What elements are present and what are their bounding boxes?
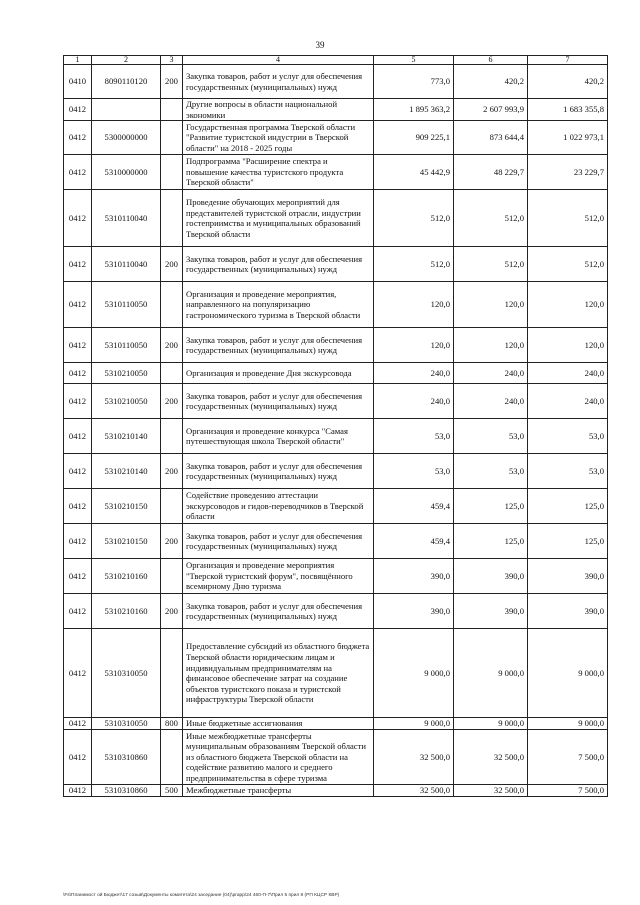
amount-col6-cell: 2 607 993,9 — [454, 99, 528, 121]
description-cell: Организация и проведение Дня экскурсовода — [183, 363, 374, 384]
target-article-cell — [92, 99, 161, 121]
amount-col5-cell: 9 000,0 — [374, 718, 454, 730]
target-article-cell: 5310210140 — [92, 454, 161, 489]
table-row — [64, 363, 608, 384]
description-cell: Государственная программа Тверской области "Развитие туристской индустрии в Тверской области" на 2018 - 2025 годы — [183, 121, 374, 155]
header-col-4: 4 — [183, 56, 374, 65]
column-number-header — [64, 56, 608, 65]
description-cell: Другие вопросы в области национальной экономики — [183, 99, 374, 121]
amount-col5-cell: 32 500,0 — [374, 785, 454, 797]
amount-col6-cell: 125,0 — [454, 524, 528, 559]
target-article-cell: 5310210160 — [92, 559, 161, 594]
amount-col7-cell: 420,2 — [528, 65, 608, 99]
amount-col7-cell: 7 500,0 — [528, 730, 608, 785]
description-cell: Закупка товаров, работ и услуг для обеспечения государственных (муниципальных) нужд — [183, 384, 374, 419]
description-cell: Проведение обучающих мероприятий для представителей туристской отрасли, индустрии гостеприимства и муниципальных образований Тверской области — [183, 190, 374, 247]
section-code-cell: 0412 — [64, 155, 92, 190]
table-row — [64, 155, 608, 190]
table-row — [64, 524, 608, 559]
description-cell: Организация и проведение мероприятия "Тверской туристский форум", посвящённого всемирному Дню туризма — [183, 559, 374, 594]
amount-col6-cell: 53,0 — [454, 454, 528, 489]
amount-col5-cell: 390,0 — [374, 559, 454, 594]
target-article-cell: 5310210050 — [92, 384, 161, 419]
section-code-cell: 0412 — [64, 559, 92, 594]
amount-col5-cell: 53,0 — [374, 419, 454, 454]
target-article-cell: 8090110120 — [92, 65, 161, 99]
expense-type-cell: 200 — [161, 65, 183, 99]
budget-table — [63, 55, 608, 797]
amount-col5-cell: 240,0 — [374, 363, 454, 384]
section-code-cell: 0412 — [64, 419, 92, 454]
expense-type-cell: 200 — [161, 247, 183, 282]
amount-col6-cell: 53,0 — [454, 419, 528, 454]
expense-type-cell: 200 — [161, 524, 183, 559]
section-code-cell: 0412 — [64, 629, 92, 718]
amount-col6-cell: 32 500,0 — [454, 785, 528, 797]
amount-col7-cell: 240,0 — [528, 384, 608, 419]
description-cell: Иные межбюджетные трансферты муниципальным образованиям Тверской области из областного бюджета Тверской области на содействие развитию малого и среднего предпринимательства в сфере туризма — [183, 730, 374, 785]
target-article-cell: 5310210160 — [92, 594, 161, 629]
description-cell: Предоставление субсидий из областного бюджета Тверской области юридическим лицам и индивидуальным предпринимателям на финансовое обеспечение затрат на создание объектов туристского показа и туристской инфраструктуры Тверской области — [183, 629, 374, 718]
expense-type-cell: 800 — [161, 718, 183, 730]
section-code-cell: 0412 — [64, 454, 92, 489]
section-code-cell: 0412 — [64, 282, 92, 328]
expense-type-cell — [161, 363, 183, 384]
description-cell: Организация и проведение конкурса "Самая путешествующая школа Тверской области" — [183, 419, 374, 454]
amount-col7-cell: 120,0 — [528, 328, 608, 363]
amount-col7-cell: 9 000,0 — [528, 629, 608, 718]
expense-type-cell — [161, 121, 183, 155]
target-article-cell: 5310310860 — [92, 785, 161, 797]
target-article-cell: 5310310050 — [92, 718, 161, 730]
section-code-cell: 0412 — [64, 785, 92, 797]
description-cell: Закупка товаров, работ и услуг для обеспечения государственных (муниципальных) нужд — [183, 65, 374, 99]
page-number: 39 — [315, 40, 325, 50]
amount-col5-cell: 459,4 — [374, 489, 454, 524]
header-col-7: 7 — [528, 56, 608, 65]
table-row — [64, 594, 608, 629]
expense-type-cell — [161, 730, 183, 785]
target-article-cell: 5310110040 — [92, 247, 161, 282]
amount-col5-cell: 1 895 363,2 — [374, 99, 454, 121]
amount-col6-cell: 240,0 — [454, 363, 528, 384]
table-row — [64, 384, 608, 419]
header-col-1: 1 — [64, 56, 92, 65]
description-cell: Закупка товаров, работ и услуг для обеспечения государственных (муниципальных) нужд — [183, 454, 374, 489]
expense-type-cell: 500 — [161, 785, 183, 797]
amount-col7-cell: 240,0 — [528, 363, 608, 384]
target-article-cell: 5310310050 — [92, 629, 161, 718]
description-cell: Содействие проведению аттестации экскурсоводов и гидов-переводчиков в Тверской области — [183, 489, 374, 524]
section-code-cell: 0412 — [64, 524, 92, 559]
expense-type-cell — [161, 282, 183, 328]
table-row — [64, 282, 608, 328]
amount-col5-cell: 120,0 — [374, 282, 454, 328]
amount-col6-cell: 9 000,0 — [454, 629, 528, 718]
table-row — [64, 718, 608, 730]
amount-col7-cell: 390,0 — [528, 594, 608, 629]
table-row — [64, 99, 608, 121]
section-code-cell: 0412 — [64, 121, 92, 155]
amount-col5-cell: 240,0 — [374, 384, 454, 419]
amount-col7-cell: 125,0 — [528, 524, 608, 559]
description-cell: Закупка товаров, работ и услуг для обеспечения государственных (муниципальных) нужд — [183, 594, 374, 629]
amount-col5-cell: 32 500,0 — [374, 730, 454, 785]
section-code-cell: 0412 — [64, 190, 92, 247]
description-cell: Иные бюджетные ассигнования — [183, 718, 374, 730]
target-article-cell: 5310210050 — [92, 363, 161, 384]
amount-col6-cell: 390,0 — [454, 594, 528, 629]
amount-col5-cell: 45 442,9 — [374, 155, 454, 190]
table-row — [64, 328, 608, 363]
section-code-cell: 0412 — [64, 489, 92, 524]
description-cell: Организация и проведение мероприятия, направленного на популяризацию гастрономического туризма в Тверской области — [183, 282, 374, 328]
amount-col7-cell: 53,0 — [528, 454, 608, 489]
table-row — [64, 121, 608, 155]
amount-col6-cell: 512,0 — [454, 190, 528, 247]
amount-col5-cell: 512,0 — [374, 247, 454, 282]
amount-col6-cell: 240,0 — [454, 384, 528, 419]
header-col-3: 3 — [161, 56, 183, 65]
description-cell: Подпрограмма "Расширение спектра и повышение качества туристского продукта Тверской области" — [183, 155, 374, 190]
amount-col5-cell: 773,0 — [374, 65, 454, 99]
section-code-cell: 0410 — [64, 65, 92, 99]
amount-col7-cell: 390,0 — [528, 559, 608, 594]
table-row — [64, 559, 608, 594]
amount-col5-cell: 459,4 — [374, 524, 454, 559]
expense-type-cell — [161, 629, 183, 718]
description-cell: Закупка товаров, работ и услуг для обеспечения государственных (муниципальных) нужд — [183, 328, 374, 363]
target-article-cell: 5310000000 — [92, 155, 161, 190]
amount-col7-cell: 512,0 — [528, 190, 608, 247]
amount-col7-cell: 125,0 — [528, 489, 608, 524]
section-code-cell: 0412 — [64, 328, 92, 363]
section-code-cell: 0412 — [64, 99, 92, 121]
header-col-2: 2 — [92, 56, 161, 65]
table-row — [64, 454, 608, 489]
amount-col6-cell: 512,0 — [454, 247, 528, 282]
table-row — [64, 190, 608, 247]
amount-col6-cell: 32 500,0 — [454, 730, 528, 785]
amount-col5-cell: 909 225,1 — [374, 121, 454, 155]
table-row — [64, 730, 608, 785]
amount-col7-cell: 512,0 — [528, 247, 608, 282]
table-row — [64, 489, 608, 524]
table-row — [64, 785, 608, 797]
amount-col7-cell: 53,0 — [528, 419, 608, 454]
description-cell: Закупка товаров, работ и услуг для обеспечения государственных (муниципальных) нужд — [183, 524, 374, 559]
amount-col7-cell: 23 229,7 — [528, 155, 608, 190]
amount-col7-cell: 7 500,0 — [528, 785, 608, 797]
amount-col7-cell: 120,0 — [528, 282, 608, 328]
amount-col6-cell: 390,0 — [454, 559, 528, 594]
target-article-cell: 5310210150 — [92, 489, 161, 524]
amount-col6-cell: 420,2 — [454, 65, 528, 99]
amount-col7-cell: 1 022 973,1 — [528, 121, 608, 155]
target-article-cell: 5310310860 — [92, 730, 161, 785]
amount-col6-cell: 873 644,4 — [454, 121, 528, 155]
section-code-cell: 0412 — [64, 363, 92, 384]
section-code-cell: 0412 — [64, 730, 92, 785]
expense-type-cell: 200 — [161, 454, 183, 489]
amount-col5-cell: 512,0 — [374, 190, 454, 247]
target-article-cell: 5300000000 — [92, 121, 161, 155]
expense-type-cell — [161, 419, 183, 454]
target-article-cell: 5310110040 — [92, 190, 161, 247]
amount-col6-cell: 9 000,0 — [454, 718, 528, 730]
section-code-cell: 0412 — [64, 594, 92, 629]
file-path-footer: \Fs\Планимост ой Бюджет\17 созыв\Документы комитета\24 заседание (04)\ргарр\24 460-П-7\Прил 5 прил 8 (РП КЦСР КВР) — [63, 893, 340, 898]
amount-col6-cell: 120,0 — [454, 328, 528, 363]
description-cell: Межбюджетные трансферты — [183, 785, 374, 797]
expense-type-cell — [161, 489, 183, 524]
section-code-cell: 0412 — [64, 384, 92, 419]
target-article-cell: 5310110050 — [92, 328, 161, 363]
target-article-cell: 5310210150 — [92, 524, 161, 559]
section-code-cell: 0412 — [64, 718, 92, 730]
expense-type-cell — [161, 99, 183, 121]
header-col-6: 6 — [454, 56, 528, 65]
expense-type-cell: 200 — [161, 328, 183, 363]
description-cell: Закупка товаров, работ и услуг для обеспечения государственных (муниципальных) нужд — [183, 247, 374, 282]
amount-col6-cell: 48 229,7 — [454, 155, 528, 190]
amount-col5-cell: 390,0 — [374, 594, 454, 629]
expense-type-cell: 200 — [161, 384, 183, 419]
amount-col7-cell: 9 000,0 — [528, 718, 608, 730]
expense-type-cell: 200 — [161, 594, 183, 629]
expense-type-cell — [161, 190, 183, 247]
target-article-cell: 5310110050 — [92, 282, 161, 328]
section-code-cell: 0412 — [64, 247, 92, 282]
amount-col6-cell: 125,0 — [454, 489, 528, 524]
target-article-cell: 5310210140 — [92, 419, 161, 454]
amount-col5-cell: 9 000,0 — [374, 629, 454, 718]
amount-col5-cell: 120,0 — [374, 328, 454, 363]
header-col-5: 5 — [374, 56, 454, 65]
amount-col7-cell: 1 683 355,8 — [528, 99, 608, 121]
table-row — [64, 65, 608, 99]
amount-col5-cell: 53,0 — [374, 454, 454, 489]
table-row — [64, 629, 608, 718]
table-row — [64, 419, 608, 454]
expense-type-cell — [161, 155, 183, 190]
amount-col6-cell: 120,0 — [454, 282, 528, 328]
table-row — [64, 247, 608, 282]
expense-type-cell — [161, 559, 183, 594]
